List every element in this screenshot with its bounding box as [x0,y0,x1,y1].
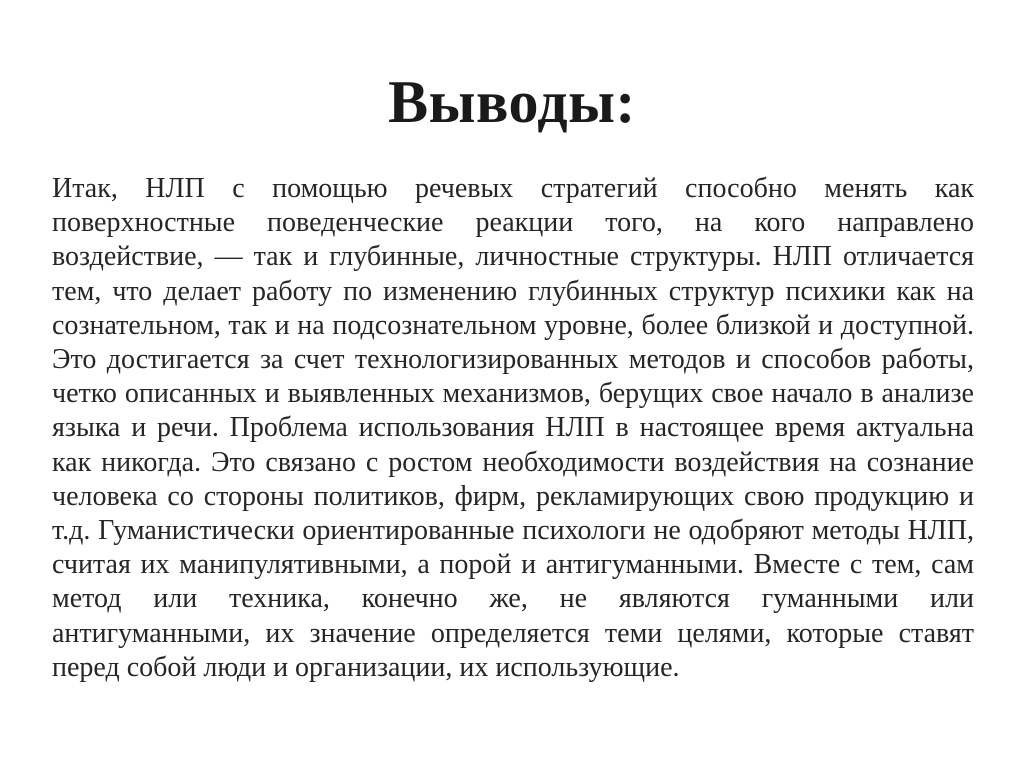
slide-body-paragraph: Итак, НЛП с помощью речевых стратегий способно менять как поверхностные поведенческие реакции того, на кого направлено воздействие, — так и глубинные, личностные структуры. НЛП отличается тем, что делает работу по изменению глубинных структур психики как на сознательном, так и на подсознательном уровне, более близкой и доступной. Это достигается за счет технологизированных методов и способов работы, четко описанных и выявленных механизмов, берущих свое начало в анализе языка и речи. Проблема использования НЛП в настоящее время актуальна как никогда. Это связано с ростом необходимости воздействия на сознание человека со стороны политиков, фирм, рекламирующих свою продукцию и т.д. Гуманистически ориентированные психологи не одобряют методы НЛП, считая их манипулятивными, а порой и антигуманными. Вместе с тем, сам метод или техника, конечно же, не являются гуманными или антигуманными, их значение определяется теми целями, которые ставят перед собой люди и организации, их использующие. [52,173,974,683]
slide-title: Выводы: [388,69,636,135]
